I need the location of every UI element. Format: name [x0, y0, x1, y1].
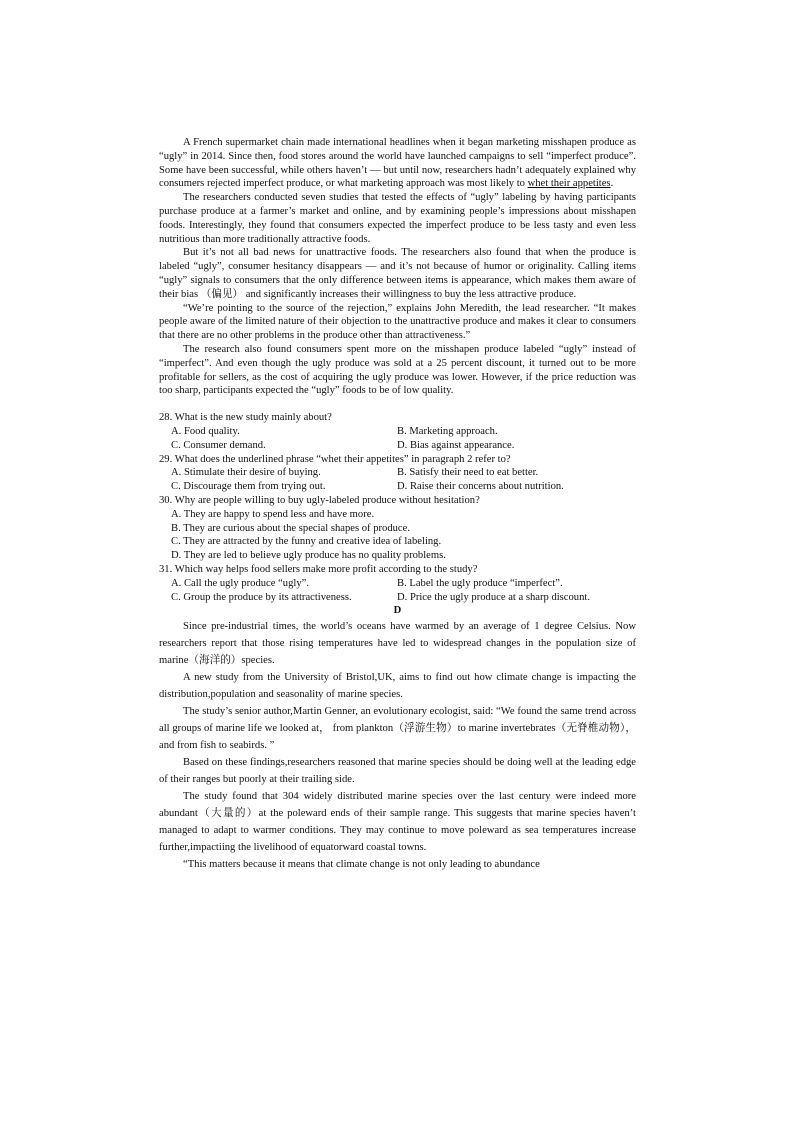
passage-d-paragraph-1: Since pre-industrial times, the world’s oceans have warmed by an average of 1 degree Celsius. Now researchers report that those rising temperatures have led to widespread changes in the population size of marine（海洋的）species. — [159, 621, 636, 667]
option-a: A. Stimulate their desire of buying. — [171, 467, 321, 479]
exam-page — [159, 136, 636, 873]
option-c: C. They are attracted by the funny and creative idea of labeling. — [171, 536, 442, 548]
question-29-options-row-2 — [159, 480, 636, 494]
option-a: A. They are happy to spend less and have more. — [171, 508, 375, 520]
option-d: D. Bias against appearance. — [397, 439, 515, 451]
question-29-stem: 29. What does the underlined phrase “whet their appetites” in paragraph 2 refer to? — [159, 453, 511, 465]
passage-c-paragraph-5: The research also found consumers spent more on the misshapen produce labeled “ugly” instead of “imperfect”. And even though the ugly produce was sold at a 25 percent discount, it turned out to be more profitable for sellers, as the cost of acquiring the ugly produce was lower. However, if the price reduction was too sharp, participants expected the “ugly” foods to be of low quality. — [159, 343, 636, 397]
passage-d-paragraph-6: “This matters because it means that climate change is not only leading to abundance — [183, 859, 540, 871]
passage-d-paragraph-5: The study found that 304 widely distributed marine species over the last century were indeed more abundant（大量的）at the poleward ends of their sample range. This suggests that marine species haven’t managed to adapt to warmer conditions. They may continue to move poleward as sea temperatures increase further,impactiing the livelihood of equatorward coastal towns. — [159, 791, 636, 854]
option-b: B. Marketing approach. — [397, 425, 498, 437]
text-span: . — [610, 178, 614, 190]
option-c: C. Group the produce by its attractiveness. — [171, 591, 352, 603]
passage-d-paragraph-4: Based on these findings,researchers reasoned that marine species should be doing well at the leading edge of their ranges but poorly at their trailing side. — [159, 757, 636, 786]
passage-c-paragraph-2: The researchers conducted seven studies that tested the effects of “ugly” labeling by having participants purchase produce at a farmer’s market and online, and by examining people’s impressions about misshapen foods. Interestingly, they found that consumers expected the imperfect produce to be less tasty and even less nutritious than more traditionally attractive foods. — [159, 192, 636, 245]
section-heading-d: D — [393, 605, 402, 617]
passage-c-paragraph-1 — [159, 136, 636, 191]
option-b: B. Label the ugly produce “imperfect”. — [397, 577, 563, 589]
option-d: D. Raise their concerns about nutrition. — [397, 481, 564, 493]
question-31-options-row-2 — [159, 591, 636, 605]
option-d: D. They are led to believe ugly produce has no quality problems. — [171, 550, 446, 562]
passage-d-paragraph-2: A new study from the University of Bristol,UK, aims to find out how climate change is impacting the distribution,population and seasonality of marine species. — [159, 672, 636, 701]
question-31-options-row-1 — [159, 577, 636, 591]
option-c: C. Discourage them from trying out. — [171, 481, 326, 493]
passage-c-paragraph-4: “We’re pointing to the source of the rejection,” explains John Meredith, the lead researcher. “It makes people aware of the limited nature of their objection to the unattractive produce and makes it clear to consumers that there are no other problems in the produce other than attractiveness.” — [159, 302, 636, 342]
question-28-options-row-1 — [159, 425, 636, 439]
option-a: A. Call the ugly produce “ugly”. — [171, 577, 309, 589]
option-b: B. Satisfy their need to eat better. — [397, 467, 539, 479]
underlined-phrase: whet their appetites — [527, 178, 611, 190]
question-28-stem: 28. What is the new study mainly about? — [159, 412, 332, 424]
text-span: A French supermarket chain made international headlines when it began marketing misshapen produce as “ugly” in 2014. Since then, food stores around the world have launched campaigns to sell “imperfect produce”. Some have been successful, while others haven’t — but until now, researchers hadn’t adequately explained why consumers rejected imperfect produce, or what marketing approach was most likely to — [159, 137, 636, 190]
question-28-options-row-2 — [159, 439, 636, 453]
spacer — [159, 398, 636, 411]
option-c: C. Consumer demand. — [171, 439, 266, 451]
question-30-stem: 30. Why are people willing to buy ugly-labeled produce without hesitation? — [159, 494, 480, 506]
passage-c-paragraph-3: But it’s not all bad news for unattractive foods. The researchers also found that when the produce is labeled “ugly”, consumer hesitancy disappears — and it’s not because of humor or originality. Calling items “ugly” signals to consumers that the only difference between items is appearance, which makes them aware of their bias （偏见） and significantly increases their willingness to buy the less attractive produce. — [159, 247, 636, 300]
question-31-stem: 31. Which way helps food sellers make more profit according to the study? — [159, 563, 478, 575]
passage-d-paragraph-3: The study’s senior author,Martin Genner, an evolutionary ecologist, said: “We found the same trend across all groups of marine life we looked at， from plankton（浮游生物）to marine invertebrates（无脊椎动物）， and from fish to seabirds. ” — [159, 706, 636, 752]
option-b: B. They are curious about the special shapes of produce. — [171, 522, 410, 534]
option-a: A. Food quality. — [171, 425, 240, 437]
option-d: D. Price the ugly produce at a sharp discount. — [397, 591, 590, 603]
question-29-options-row-1 — [159, 466, 636, 480]
